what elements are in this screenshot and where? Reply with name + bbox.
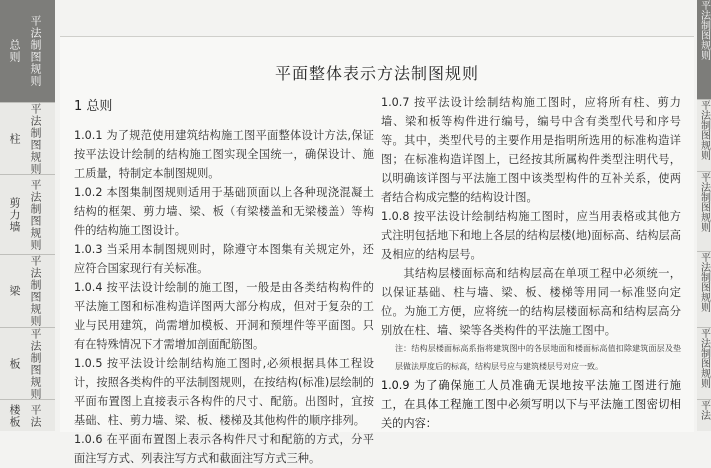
left-tab-general[interactable] bbox=[0, 0, 55, 103]
paragraph: 其结构层楼面标高和结构层高在单项工程中必须统一，以保证基础、柱与墙、梁、板、楼梯等用同一标准竖向定位。为施工方便，应将统一的结构层楼面标高和结构层高分别放在柱、墙、梁等各类构件的平法施工图中。 bbox=[381, 267, 681, 337]
left-tab-name: 楼板 bbox=[8, 403, 21, 428]
paragraph: 1.0.2 本图集制图规则适用于基础顶面以上各种现浇混凝土结构的框架、剪力墙、梁、板（有梁楼盖和无梁楼盖）等构件的结构施工图设计。 bbox=[74, 186, 374, 237]
left-tab-name: 柱 bbox=[8, 132, 21, 145]
left-column bbox=[74, 97, 374, 468]
right-column bbox=[381, 93, 681, 433]
left-tab-floor-slab[interactable] bbox=[0, 400, 55, 431]
paragraph: 1.0.8 按平法设计绘制结构施工图时，应当用表格或其他方式注明包括地下和地上各层的结构层楼(地)面标高、结构层高及相应的结构层号。 bbox=[381, 210, 681, 261]
left-tab-name: 剪力墙 bbox=[8, 196, 21, 233]
right-tab[interactable]: 平法制图规则 bbox=[697, 252, 711, 328]
left-tab-section: 平法制图规则 bbox=[29, 255, 42, 327]
right-tab-strip bbox=[697, 0, 711, 431]
paragraph: 1.0.4 按平法设计绘制的施工图，一般是由各类结构构件的平法施工图和标准构造详图两大部分构成，但对于复杂的工业与民用建筑，尚需增加模板、开洞和预埋件等平面图。只有在特殊情况下才需增加剖面配筋图。 bbox=[74, 281, 374, 351]
right-tab[interactable]: 平法 bbox=[698, 400, 710, 420]
right-tab[interactable]: 平法制图规则 bbox=[697, 100, 711, 172]
left-tab-section: 平法制图规则 bbox=[29, 327, 42, 400]
paragraph: 1.0.9 为了确保施工人员准确无误地按平法施工图进行施工，在具体工程施工图中必须写明以下与平法施工图密切相关的内容： bbox=[381, 379, 681, 430]
left-tab-section: 平法 bbox=[29, 403, 42, 428]
right-tab[interactable]: 平法制图规则 bbox=[697, 172, 711, 252]
left-tab-column[interactable] bbox=[0, 103, 55, 175]
note: 注：结构层楼面标高系指将建筑图中的各层地面和楼面标高值扣除建筑面层及垫层做法厚度后的标高，结构层号应与建筑楼层号对应一致。 bbox=[395, 344, 681, 371]
paragraph: 1.0.7 按平法设计绘制结构施工图时，应将所有柱、剪力墙、梁和板等构件进行编号，编号中含有类型代号和序号等。其中，类型代号的主要作用是指明所选用的标准构造详图；在标准构造详图上，已经按其所属构件类型注明代号，以明确该详图与平法施工图中该类型构件的互补关系，使两者结合构成完整的结构设计图。 bbox=[381, 96, 681, 204]
page-title: 平面整体表示方法制图规则 bbox=[274, 64, 479, 83]
left-tab-name: 梁 bbox=[8, 285, 21, 297]
left-tab-name: 板 bbox=[8, 357, 21, 370]
right-tab[interactable]: 平法制图规则 bbox=[697, 0, 711, 100]
left-tab-slab[interactable] bbox=[0, 328, 55, 400]
left-tab-name: 总则 bbox=[8, 39, 21, 63]
left-tab-beam[interactable] bbox=[0, 255, 55, 328]
left-tab-shear-wall[interactable] bbox=[0, 175, 55, 255]
paragraph: 1.0.6 在平面布置图上表示各构件尺寸和配筋的方式，分平面注写方式、列表注写方式和截面注写方式三种。 bbox=[74, 433, 374, 465]
right-tab[interactable]: 平法制图规则 bbox=[697, 328, 711, 400]
section-heading: 1 总则 bbox=[74, 99, 113, 114]
paragraph: 1.0.1 为了规范使用建筑结构施工图平面整体设计方法,保证按平法设计绘制的结构施工图实现全国统一，确保设计、施工质量，特制定本制图规则。 bbox=[74, 129, 374, 180]
left-tab-strip bbox=[0, 0, 55, 431]
paragraph: 1.0.3 当采用本制图规则时，除遵守本图集有关规定外，还应符合国家现行有关标准。 bbox=[74, 243, 374, 275]
left-tab-section: 平法制图规则 bbox=[29, 102, 42, 175]
left-tab-section: 平法制图规则 bbox=[29, 178, 42, 251]
paragraph: 1.0.5 按平法设计绘制结构施工图时,必须根据具体工程设计，按照各类构件的平法制图规则，在按结构(标准)层绘制的平面布置图上直接表示各构件的尺寸、配筋。出图时，宜按基础、柱、剪力墙、梁、板、楼梯及其他构件的顺序排列。 bbox=[74, 357, 374, 427]
document-page bbox=[60, 36, 694, 465]
left-tab-section: 平法制图规则 bbox=[29, 15, 42, 87]
